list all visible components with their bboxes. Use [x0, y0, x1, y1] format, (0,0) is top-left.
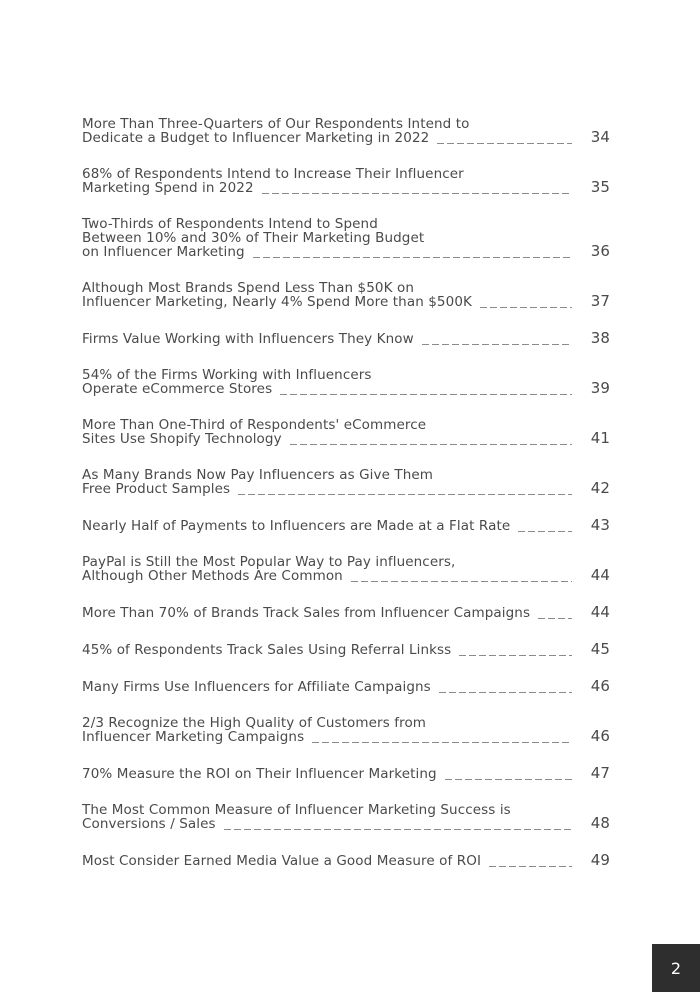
dot-leader: [480, 306, 572, 308]
dot-leader: [422, 343, 572, 345]
toc-page-number: 43: [590, 516, 610, 534]
dot-leader: [312, 741, 572, 743]
page-number-badge: [652, 944, 700, 992]
dot-leader: [238, 493, 572, 495]
toc-entry[interactable]: [82, 331, 610, 346]
toc-entry-title-line: 54% of the Firms Working with Influencers: [82, 367, 372, 383]
toc-entry-title-line: Dedicate a Budget to Influencer Marketing in 2022: [82, 130, 430, 146]
toc-page-number: 46: [590, 727, 610, 745]
dot-leader: [224, 828, 572, 830]
toc-entry[interactable]: [82, 555, 610, 583]
toc-entry[interactable]: [82, 418, 610, 446]
toc-page-number: 36: [590, 242, 610, 260]
toc-entry-title: [82, 643, 580, 657]
toc-entry-title-line: Conversions / Sales: [82, 816, 216, 832]
toc-entry[interactable]: [82, 716, 610, 744]
toc-entry-title-line: on Influencer Marketing: [82, 244, 245, 260]
toc-entry-title-line: Although Most Brands Spend Less Than $50K on: [82, 280, 414, 296]
toc-page-number: 49: [590, 851, 610, 869]
toc-entry-title-line: More Than Three-Quarters of Our Respondents Intend to: [82, 116, 470, 132]
toc-entry-title: [82, 680, 580, 694]
toc-page-number: 38: [590, 329, 610, 347]
toc-entry-title-line: Two-Thirds of Respondents Intend to Spend: [82, 216, 378, 232]
toc-entry-title-line: More Than 70% of Brands Track Sales from Influencer Campaigns: [82, 605, 531, 621]
toc-page-number: 47: [590, 764, 610, 782]
toc-entry-title: [82, 368, 580, 396]
toc-entry-title-line: Although Other Methods Are Common: [82, 568, 343, 584]
dot-leader: [439, 691, 572, 693]
toc-entry[interactable]: [82, 167, 610, 195]
toc-entry-title: [82, 716, 580, 744]
toc-entry-title: [82, 332, 580, 346]
toc-entry[interactable]: [82, 117, 610, 145]
toc-entry-title: [82, 767, 580, 781]
dot-leader: [445, 778, 572, 780]
toc-entry[interactable]: [82, 766, 610, 781]
dot-leader: [351, 580, 572, 582]
toc-entry-title-line: More Than One-Third of Respondents' eCommerce: [82, 417, 427, 433]
dot-leader: [262, 192, 572, 194]
page-number: 2: [670, 958, 682, 978]
toc-entry-title: [82, 281, 580, 309]
toc-page-number: 45: [590, 640, 610, 658]
toc-entry-title: [82, 167, 580, 195]
toc-entry[interactable]: [82, 468, 610, 496]
toc-entry-title-line: Most Consider Earned Media Value a Good Measure of ROI: [82, 853, 482, 869]
toc-entry[interactable]: [82, 642, 610, 657]
toc-entry-title-line: As Many Brands Now Pay Influencers as Give Them: [82, 467, 434, 483]
toc-entry[interactable]: [82, 518, 610, 533]
toc-page-number: 39: [590, 379, 610, 397]
toc-page-number: 35: [590, 178, 610, 196]
toc-entry-title-line: Between 10% and 30% of Their Marketing Budget: [82, 230, 425, 246]
toc-entry-title-line: Sites Use Shopify Technology: [82, 431, 282, 447]
dot-leader: [253, 256, 572, 258]
toc-entry-title: [82, 854, 580, 868]
dot-leader: [290, 443, 572, 445]
toc-entry-title-line: Influencer Marketing Campaigns: [82, 729, 305, 745]
dot-leader: [489, 865, 572, 867]
toc-entry[interactable]: [82, 853, 610, 868]
toc-entry-title: [82, 217, 580, 259]
toc-entry-title-line: 45% of Respondents Track Sales Using Referral Linkss: [82, 642, 452, 658]
toc-entry-title-line: 2/3 Recognize the High Quality of Customers from: [82, 715, 427, 731]
toc-entry[interactable]: [82, 217, 610, 259]
toc-page-number: 48: [590, 814, 610, 832]
toc-entry-title-line: 70% Measure the ROI on Their Influencer Marketing: [82, 766, 437, 782]
dot-leader: [518, 530, 572, 532]
toc-page-number: 41: [590, 429, 610, 447]
toc-page-number: 46: [590, 677, 610, 695]
toc-entry-title-line: The Most Common Measure of Influencer Marketing Success is: [82, 802, 511, 818]
toc-entry-title-line: Marketing Spend in 2022: [82, 180, 254, 196]
toc-entry[interactable]: [82, 281, 610, 309]
toc-entry-title: [82, 555, 580, 583]
toc-page-number: 42: [590, 479, 610, 497]
toc-page-number: 44: [590, 603, 610, 621]
toc-entry[interactable]: [82, 803, 610, 831]
toc-entry-title: [82, 117, 580, 145]
dot-leader: [538, 617, 572, 619]
toc-entry-title-line: PayPal is Still the Most Popular Way to Pay influencers,: [82, 554, 456, 570]
dot-leader: [280, 393, 572, 395]
toc-entry-title-line: Influencer Marketing, Nearly 4% Spend More than $500K: [82, 294, 472, 310]
toc-entry-title: [82, 519, 580, 533]
table-of-contents: [82, 117, 610, 868]
toc-entry-title: [82, 803, 580, 831]
toc-entry-title-line: Many Firms Use Influencers for Affiliate Campaigns: [82, 679, 431, 695]
toc-entry-title: [82, 606, 580, 620]
toc-entry-title-line: Firms Value Working with Influencers They Know: [82, 331, 414, 347]
toc-entry-title-line: Free Product Samples: [82, 481, 231, 497]
toc-page-number: 34: [590, 128, 610, 146]
toc-entry-title-line: Operate eCommerce Stores: [82, 381, 273, 397]
toc-entry[interactable]: [82, 368, 610, 396]
toc-entry[interactable]: [82, 605, 610, 620]
toc-entry-title-line: 68% of Respondents Intend to Increase Their Influencer: [82, 166, 464, 182]
toc-page-number: 37: [590, 292, 610, 310]
toc-entry[interactable]: [82, 679, 610, 694]
toc-entry-title: [82, 418, 580, 446]
toc-page-number: 44: [590, 566, 610, 584]
toc-entry-title: [82, 468, 580, 496]
dot-leader: [459, 654, 572, 656]
dot-leader: [437, 142, 572, 144]
toc-entry-title-line: Nearly Half of Payments to Influencers are Made at a Flat Rate: [82, 518, 511, 534]
